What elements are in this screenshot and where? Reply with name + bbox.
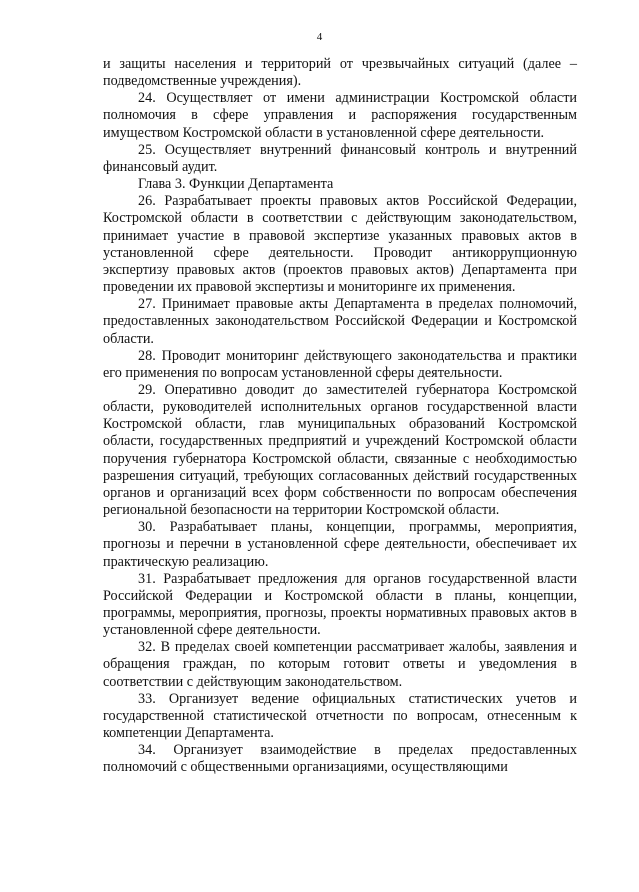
paragraph-25: 25. Осуществляет внутренний финансовый контроль и внутренний финансовый аудит. — [103, 141, 577, 175]
paragraph-29: 29. Оперативно доводит до заместителей губернатора Костромской области, руководителей исполнительных органов государственной власти Костромской области, глав муниципальных образований Костромской области, государственных предприятий и учреждений Костромской области поручения губернатора Костромской области, связанные с необходимостью разрешения ситуаций, требующих согласованных действий государственных органов и организаций всех форм собственности по вопросам обеспечения региональной безопасности на территории Костромской области. — [103, 381, 577, 519]
paragraph-24: 24. Осуществляет от имени администрации Костромской области полномочия в сфере управления и распоряжения государственным имуществом Костромской области в установленной сфере деятельности. — [103, 90, 577, 141]
paragraph-27: 27. Принимает правовые акты Департамента в пределах полномочий, предоставленных законодательством Российской Федерации и Костромской области. — [103, 296, 577, 347]
paragraph-30: 30. Разрабатывает планы, концепции, программы, мероприятия, прогнозы и перечни в установленной сфере деятельности, обеспечивает их практическую реализацию. — [103, 519, 577, 570]
chapter-title: Глава 3. Функции Департамента — [138, 176, 334, 193]
paragraph-continuation: и защиты населения и территорий от чрезвычайных ситуаций (далее – подведомственные учреждения). — [103, 56, 577, 90]
paragraph-32: 32. В пределах своей компетенции рассматривает жалобы, заявления и обращения граждан, по которым готовит ответы и уведомления в соответствии с действующим законодательством. — [103, 639, 577, 690]
paragraph-34: 34. Организует взаимодействие в пределах предоставленных полномочий с общественными организациями, осуществляющими — [103, 742, 577, 776]
page-number: 4 — [316, 31, 323, 43]
paragraph-28: 28. Проводит мониторинг действующего законодательства и практики его применения по вопросам установленной сферы деятельности. — [103, 347, 577, 381]
document-body — [103, 56, 577, 777]
paragraph-31: 31. Разрабатывает предложения для органов государственной власти Российской Федерации и Костромской области в планы, концепции, программы, мероприятия, прогнозы, проекты нормативных правовых актов в установленной сфере деятельности. — [103, 570, 577, 639]
paragraph-26: 26. Разрабатывает проекты правовых актов Российской Федерации, Костромской области в соответствии с действующим законодательством, принимает участие в правовой экспертизе указанных правовых актов в установленной сфере деятельности. Проводит антикоррупционную экспертизу правовых актов (проектов правовых актов) Департамента при проведении их правовой экспертизы и мониторинге их применения. — [103, 193, 577, 296]
paragraph-33: 33. Организует ведение официальных статистических учетов и государственной статистической отчетности по вопросам, отнесенным к компетенции Департамента. — [103, 690, 577, 742]
